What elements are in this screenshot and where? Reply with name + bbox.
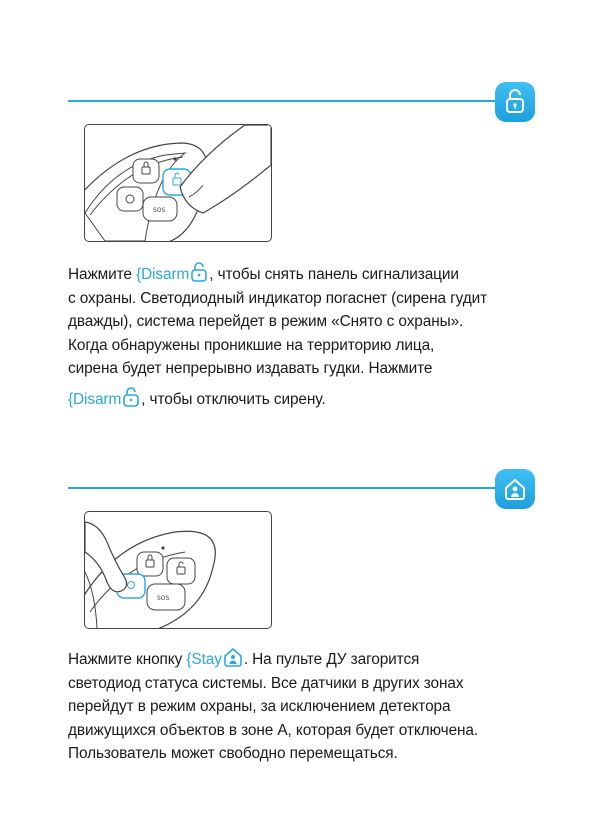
stay-home-icon: [223, 647, 243, 667]
section-divider: [68, 487, 500, 489]
disarm-badge: [495, 82, 535, 122]
text-line: {Disarm , чтобы отключить сирену.: [68, 387, 538, 412]
text-line: светодиод статуса системы. Все датчики в других зонах: [68, 674, 464, 692]
stay-badge: [495, 469, 535, 509]
remote-photo-stay: [84, 511, 272, 629]
section-divider: [68, 100, 500, 102]
stay-paragraph: [68, 647, 538, 766]
unlock-icon: [190, 262, 208, 282]
unlock-icon: [122, 387, 140, 407]
text-line: Пользователь может свободно перемещаться.: [68, 745, 398, 763]
stay-home-icon: [501, 475, 529, 503]
sos-label: SOS: [153, 207, 166, 214]
text-line: перейдут в режим охраны, за исключением детектора: [68, 698, 451, 716]
text-line: Нажмите {Disarm , чтобы снять панель сигнализации: [68, 262, 538, 287]
text-line: сирена будет непрерывно издавать гудки. Нажмите: [68, 360, 433, 378]
remote-photo-disarm: [84, 124, 272, 242]
disarm-paragraph: [68, 262, 538, 412]
sos-label: SOS: [157, 595, 170, 602]
unlock-icon: [501, 88, 529, 116]
text-line: движущихся объектов в зоне А, которая будет отключена.: [68, 721, 479, 739]
text-line: дважды), система перейдет в режим «Снято с охраны».: [68, 313, 464, 331]
text-line: Когда обнаружены проникшие на территорию лица,: [68, 336, 435, 354]
text-line: с охраны. Светодиодный индикатор погаснет (сирена гудит: [68, 289, 488, 307]
text-line: Нажмите кнопку {Stay . На пульте ДУ загорится: [68, 647, 538, 672]
